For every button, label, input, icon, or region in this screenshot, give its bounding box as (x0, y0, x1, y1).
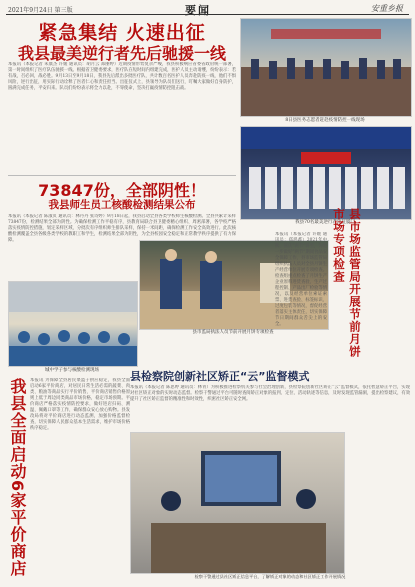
article4-vertical-headline: 我县全面启动6家平价商店 (8, 378, 27, 578)
article2-headline: 73847份，全部阴性！ (38, 181, 206, 200)
article2-photo (8, 281, 138, 367)
section-title: 要闻 (185, 4, 211, 17)
article3-body-text-preview: 本报讯（本报记者 许媛 通讯员：郑鸿鑫）2021年中秋、国庆“两节”将至，为进一步做好“两节”期间食品安全保障工作，县市场监管局组织执法人员对全县月饼生产经营单位开展专项检查。检查组重点检查了月饼生产企业原料进货查验、生产过程控制、产品出厂检验等情况，以及经营单位索证索票、进货查验、标签标识、过度包装等情况，督促经营者落实主体责任，切实保障节日期间群众舌尖上的安全。 (275, 232, 327, 327)
testing-site-illustration (9, 282, 137, 366)
article2-subheadline: 我县师生员工核酸检测结果公布 (48, 199, 196, 211)
section-divider (8, 175, 236, 176)
article1-headline: 紧急集结 火速出征 (38, 22, 206, 44)
article5-body: 本报讯（本报记者 陈思婷 通讯员：林青）为积极推进检察机关参与社会治理创新，县检察院创新社区矫正“云”监督模式，依托智慧矫正平台，实现对社区矫正对象的实时动态监督。检察干警通过平台可随时查阅矫正对象的报到、定位、活动轨迹等信息，及时发现监管漏洞，提出检察建议，有效提升了社区矫正监督的精准性和时效性，织密社区矫正安全网。 (130, 385, 410, 402)
article1-photo1 (240, 18, 412, 117)
article5-body-continued (347, 432, 410, 572)
article4-body: 本报讯 为保障全县居民菜篮子供应稳定，我县全面启动6家平价商店，对居民日常生活必需的蔬菜、肉类、粮油等商品实行平价销售，平价商店销售价格原则上低于周边同类商品市场价格，稳定市场预期。平价商店严格落实疫情防控要求，做好进店扫码、测温、佩戴口罩等工作，确保群众安心放心购物。县发改局将对平价商店进行动态监测，加强价格监督检查，切实保障人民群众基本生活需求，维护市场价格秩序稳定。 (30, 378, 130, 431)
crowd-photo-illustration (241, 19, 411, 116)
article3-body-preview (275, 232, 327, 327)
article5-photo-caption: 检察干警通过县社区矫正信息平台，了解矫正对象的动态和社区矫正工作开展情况 (194, 574, 346, 579)
article1-photo1-caption: 8日县医务志愿者赶赴疫情防控一线现场 (285, 118, 365, 123)
newspaper-name: 安重乡报 (371, 4, 403, 13)
departure-ceremony-illustration (241, 127, 411, 219)
issue-date: 2021年9月24日 第三版 (8, 7, 73, 14)
article1-photo2 (240, 126, 412, 220)
article2-body: 本报讯（本报记者 陈淑贞 通讯员：林丹丹 张诗婷）9月18日起，我县启动全县各类学校师生核酸检测。全县共累计采样73847份，检测结果全部为阴性。为确保检测工作平稳有序，县教育局联合县卫健委精心组织、周密部署，各学校严格落实疫情防控措施，划定采样区域，分批次有序组织师生排队采样，保持一米间距，确保检测工作安全高效进行。此次核酸检测覆盖全县各级各类学校的教职工和学生，检测结果全部为阴性，为全县校园安全稳定和正常教学秩序提供了有力保障。 (8, 214, 236, 243)
article1-photo2-caption: 我县70名最美逆行者出征厦门 (295, 220, 355, 225)
article3-photo-caption: 县市监局执法人员节前开展月饼专项检查 (192, 330, 274, 335)
article1-body: 本报讯（本报记者 朱康杰 许媛 通讯员：胡月云 郑丽婷）近期疫情形势复杂严峻，我县积极响应省委省政府统一部署，第一时间组织了医疗队伍驰援一线。根据省卫健委要求，医疗队在短时间内组建完成，医护人员主动请缨，纷纷表示：若有战，召必回，战必胜。9月13日至9月18日，我县先后派出多批医疗队，共计数百名医护人员奔赴防疫一线，他们不惧风险，逆行出征，用实际行动诠释了医者仁心和责任担当。出征仪式上，县领导为队员们送行，叮嘱大家做好自身防护，圆满完成任务，平安归来。队员们纷纷表示将全力以赴，不辱使命，坚决打赢疫情防控阻击战。 (8, 62, 236, 91)
article1-subheadline: 我县最美逆行者先后驰援一线 (17, 44, 226, 63)
header-rule (6, 14, 409, 15)
article5-photo (130, 432, 345, 574)
article3-vertical-headline: 县市场监管局开展节前月饼市场专项检查 (332, 208, 362, 358)
article2-photo-caption: 城中学子参与核酸检测现场 (45, 368, 99, 373)
office-monitoring-illustration (131, 433, 344, 573)
article5-headline: 县检察院创新社区矫正“云”监督模式 (130, 370, 310, 383)
